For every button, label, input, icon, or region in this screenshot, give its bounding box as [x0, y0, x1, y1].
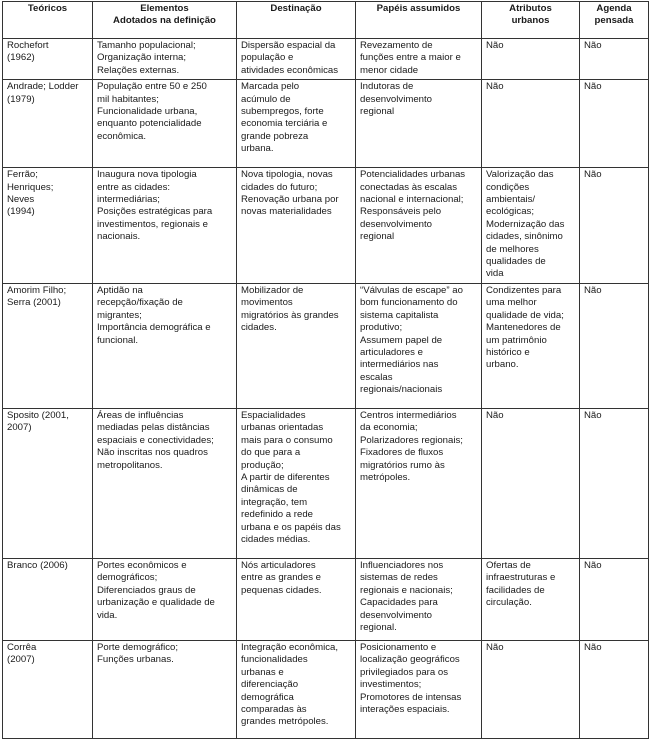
cell-line: migratórios rumo às	[360, 459, 445, 471]
header-agenda-line1: Agenda	[596, 3, 632, 14]
cell-agenda	[580, 558, 649, 640]
cell-line: menor cidade	[360, 64, 419, 76]
cell-line: Funcionalidade urbana,	[97, 106, 198, 118]
cell-line: Centros intermediários	[360, 409, 457, 421]
cell-line: atividades econômicas	[241, 64, 339, 76]
cell-line: Porte demográfico;	[97, 641, 179, 653]
cell-line: entre as grandes e	[241, 572, 322, 584]
cell-line: condições	[486, 181, 530, 193]
cell-line: escalas	[360, 371, 393, 383]
cell-atributos	[482, 39, 580, 80]
cell-line: diferenciação	[241, 679, 299, 691]
cell-line: recepção/fixação de	[97, 297, 183, 309]
header-elementos-line1: Elementos	[140, 3, 189, 14]
cell-line: Corrêa	[7, 641, 37, 653]
cell-line: Nós articuladores	[241, 559, 316, 571]
cell-line: urbano.	[486, 359, 519, 371]
table-row	[3, 80, 649, 168]
cell-line: Não	[486, 641, 504, 653]
header-atributos-line2: urbanos	[511, 15, 550, 27]
cell-papeis	[356, 640, 482, 738]
cell-line: urbanização e qualidade de	[97, 597, 215, 609]
cell-line: urbana.	[241, 143, 274, 155]
table-row	[3, 283, 649, 408]
cell-line: uma melhor	[486, 297, 537, 309]
cell-line: comparadas às	[241, 703, 307, 715]
cell-line: Relações externas.	[97, 64, 180, 76]
cell-line: população e	[241, 52, 294, 64]
cell-line: novas materialidades	[241, 206, 332, 218]
cell-elementos	[93, 283, 237, 408]
cell-line: Promotores de intensas	[360, 691, 462, 703]
cell-teoricos	[3, 640, 93, 738]
cell-line: subempregos, forte	[241, 106, 324, 118]
table-row	[3, 408, 649, 558]
cell-line: Marcada pelo	[241, 81, 300, 93]
table-row	[3, 640, 649, 738]
cell-line: A partir de diferentes	[241, 471, 330, 483]
cell-line: (1962)	[7, 52, 35, 64]
cell-line: de melhores	[486, 243, 539, 255]
cell-line: intermediários nas	[360, 359, 439, 371]
cell-agenda	[580, 408, 649, 558]
cell-teoricos	[3, 558, 93, 640]
cell-line: Ofertas de	[486, 559, 531, 571]
cell-line: economia terciária e	[241, 118, 328, 130]
cell-line: Não	[486, 40, 504, 51]
cell-line: Modernização das	[486, 218, 565, 230]
cell-line: mediadas pelas distâncias	[97, 422, 210, 434]
cell-line: (1979)	[7, 93, 35, 105]
cell-line: vida	[486, 268, 504, 280]
cell-line: cidades, sinônimo	[486, 231, 563, 243]
header-row	[3, 2, 649, 39]
cell-atributos	[482, 80, 580, 168]
cell-line: Henriques;	[7, 181, 54, 193]
cell-line: nacional e internacional;	[360, 194, 464, 206]
cell-elementos	[93, 640, 237, 738]
cell-line: Tamanho populacional;	[97, 40, 196, 51]
cell-line: Andrade; Lodder	[7, 81, 79, 93]
cell-line: mais para o consumo	[241, 434, 333, 446]
table-body	[3, 39, 649, 739]
cell-line: migrantes;	[97, 309, 142, 321]
cell-line: grandes metrópoles.	[241, 716, 329, 728]
cell-line: urbanas e	[241, 666, 284, 678]
cell-line: Dispersão espacial da	[241, 40, 336, 51]
cell-line: Mobilizador de	[241, 284, 304, 296]
cell-line: urbana e os papéis das	[241, 521, 341, 533]
cell-line: facilidades de	[486, 584, 545, 596]
cell-line: redefinido a rede	[241, 509, 314, 521]
header-agenda-line2: pensada	[594, 15, 634, 27]
cell-line: Amorim Filho;	[7, 284, 67, 296]
cell-line: “Válvulas de escape” ao	[360, 284, 463, 296]
header-teoricos	[3, 2, 93, 39]
cell-line: cidades.	[241, 322, 277, 334]
header-agenda	[580, 2, 649, 39]
cell-teoricos	[3, 80, 93, 168]
cell-line: articuladores e	[360, 346, 423, 358]
cell-line: mil habitantes;	[97, 93, 159, 105]
cell-line: Ferrão;	[7, 169, 38, 181]
cell-destinacao	[237, 283, 356, 408]
header-teoricos-label: Teóricos	[27, 3, 68, 14]
cell-line: Renovação urbana por	[241, 194, 339, 206]
header-destinacao-label: Destinação	[270, 3, 322, 14]
cell-line: Branco (2006)	[7, 559, 68, 571]
cell-line: qualidade de vida;	[486, 309, 564, 321]
cell-line: intermediárias;	[97, 194, 160, 206]
cell-destinacao	[237, 168, 356, 284]
cell-elementos	[93, 80, 237, 168]
cell-line: desenvolvimento	[360, 93, 432, 105]
cell-destinacao	[237, 408, 356, 558]
cell-line: funções entre a maior e	[360, 52, 461, 64]
cell-text: Não	[584, 409, 602, 421]
cell-line: investimentos;	[360, 679, 422, 691]
cell-line: Capacidades para	[360, 597, 438, 609]
cell-line: Inaugura nova tipologia	[97, 169, 197, 181]
cell-line: regional	[360, 106, 395, 118]
cell-line: interações espaciais.	[360, 703, 450, 715]
cell-line: movimentos	[241, 297, 293, 309]
cell-atributos	[482, 408, 580, 558]
cell-line: Posições estratégicas para	[97, 206, 213, 218]
cell-line: Mantenedores de	[486, 322, 561, 334]
cell-line: Potencialidades urbanas	[360, 169, 466, 181]
cell-line: enquanto potencialidade	[97, 118, 202, 130]
cell-line: acúmulo de	[241, 93, 291, 105]
cell-line: (2007)	[7, 654, 35, 666]
cell-agenda	[580, 39, 649, 80]
cell-text: Não	[584, 40, 602, 51]
cell-line: demográfica	[241, 691, 294, 703]
cell-line: Fixadores de fluxos	[360, 447, 444, 459]
cell-line: Polarizadores regionais;	[360, 434, 463, 446]
cell-line: demográficos;	[97, 572, 158, 584]
cell-line: entre as cidades:	[97, 181, 171, 193]
cell-agenda	[580, 283, 649, 408]
cell-line: funcional.	[97, 334, 139, 346]
cell-atributos	[482, 168, 580, 284]
header-papeis	[356, 2, 482, 39]
cell-agenda	[580, 80, 649, 168]
cell-line: Diferenciados graus de	[97, 584, 196, 596]
cell-line: metrópoles.	[360, 471, 411, 483]
cell-line: pequenas cidades.	[241, 584, 322, 596]
cell-destinacao	[237, 80, 356, 168]
cell-text: Não	[584, 559, 602, 571]
cell-line: Áreas de influências	[97, 409, 184, 421]
cell-line: Aptidão na	[97, 284, 143, 296]
cell-line: Sposito (2001,	[7, 409, 69, 421]
cell-agenda	[580, 640, 649, 738]
cell-line: regionais e nacionais;	[360, 584, 453, 596]
cell-line: integração, tem	[241, 496, 308, 508]
cell-text: Não	[584, 284, 602, 296]
cell-line: regional.	[360, 621, 397, 633]
cell-destinacao	[237, 640, 356, 738]
cell-papeis	[356, 558, 482, 640]
header-atributos	[482, 2, 580, 39]
cell-line: cidades médias.	[241, 533, 311, 545]
cell-line: Portes econômicos e	[97, 559, 187, 571]
cell-line: 2007)	[7, 422, 32, 434]
cell-papeis	[356, 283, 482, 408]
cell-line: Espacialidades	[241, 409, 306, 421]
cell-line: da economia;	[360, 422, 418, 434]
cell-line: espaciais e conectividades;	[97, 434, 214, 446]
cell-line: Organização interna;	[97, 52, 187, 64]
cell-line: econômica.	[97, 130, 147, 142]
cell-line: migratórios às grandes	[241, 309, 339, 321]
cell-line: cidades do futuro;	[241, 181, 318, 193]
cell-line: histórico e	[486, 346, 530, 358]
cell-line: Não inscritas nos quadros	[97, 447, 208, 459]
cell-line: privilegiados para os	[360, 666, 448, 678]
cell-line: nacionais.	[97, 231, 141, 243]
cell-line: Serra (2001)	[7, 297, 61, 309]
cell-line: circulação.	[486, 597, 532, 609]
cell-atributos	[482, 558, 580, 640]
table-row	[3, 168, 649, 284]
cell-line: Rochefort	[7, 40, 49, 51]
cell-line: metropolitanos.	[97, 459, 163, 471]
header-elementos	[93, 2, 237, 39]
cell-line: Posicionamento e	[360, 641, 437, 653]
cell-line: grande pobreza	[241, 130, 309, 142]
cell-line: Revezamento de	[360, 40, 433, 51]
cell-line: Influenciadores nos	[360, 559, 444, 571]
cell-line: produção;	[241, 459, 284, 471]
cell-line: sistema capitalista	[360, 309, 439, 321]
cell-papeis	[356, 408, 482, 558]
cell-elementos	[93, 558, 237, 640]
cell-line: do que para a	[241, 447, 301, 459]
cell-line: Importância demográfica e	[97, 322, 211, 334]
cell-teoricos	[3, 283, 93, 408]
table-row	[3, 39, 649, 80]
cell-line: bom funcionamento do	[360, 297, 458, 309]
cell-line: ambientais/	[486, 194, 536, 206]
cell-line: qualidades de	[486, 256, 546, 268]
cell-line: Não	[486, 81, 504, 93]
cell-line: regionais/nacionais	[360, 384, 443, 396]
cell-line: Funções urbanas.	[97, 654, 174, 666]
cell-line: dinâmicas de	[241, 484, 298, 496]
cell-line: População entre 50 e 250	[97, 81, 207, 93]
cell-line: vida.	[97, 609, 118, 621]
cell-elementos	[93, 168, 237, 284]
cell-line: Neves	[7, 194, 35, 206]
cell-line: ecológicas;	[486, 206, 534, 218]
header-atributos-line1: Atributos	[509, 3, 552, 14]
cell-destinacao	[237, 39, 356, 80]
cell-line: desenvolvimento	[360, 609, 432, 621]
cell-line: desenvolvimento	[360, 218, 432, 230]
cell-line: regional	[360, 231, 395, 243]
table-row	[3, 558, 649, 640]
header-destinacao	[237, 2, 356, 39]
cell-line: um patrimônio	[486, 334, 547, 346]
cell-papeis	[356, 80, 482, 168]
cell-line: urbanas orientadas	[241, 422, 324, 434]
cell-atributos	[482, 283, 580, 408]
cell-line: Responsáveis pelo	[360, 206, 442, 218]
cell-line: infraestruturas e	[486, 572, 556, 584]
cell-papeis	[356, 168, 482, 284]
theorists-table	[2, 1, 649, 739]
cell-line: (1994)	[7, 206, 35, 218]
cell-teoricos	[3, 408, 93, 558]
cell-atributos	[482, 640, 580, 738]
cell-teoricos	[3, 39, 93, 80]
cell-line: investimentos, regionais e	[97, 218, 208, 230]
cell-text: Não	[584, 81, 602, 93]
cell-line: Não	[486, 409, 504, 421]
cell-teoricos	[3, 168, 93, 284]
cell-line: funcionalidades	[241, 654, 308, 666]
cell-line: Condizentes para	[486, 284, 562, 296]
cell-papeis	[356, 39, 482, 80]
cell-line: Valorização das	[486, 169, 554, 181]
cell-line: sistemas de redes	[360, 572, 438, 584]
cell-line: produtivo;	[360, 322, 403, 334]
header-elementos-line2: Adotados na definição	[113, 15, 216, 27]
cell-line: conectadas às escalas	[360, 181, 458, 193]
cell-line: Indutoras de	[360, 81, 414, 93]
cell-text: Não	[584, 169, 602, 181]
cell-line: Integração econômica,	[241, 641, 339, 653]
cell-line: localização geográficos	[360, 654, 460, 666]
header-papeis-label: Papéis assumidos	[376, 3, 461, 14]
cell-elementos	[93, 39, 237, 80]
cell-agenda	[580, 168, 649, 284]
cell-elementos	[93, 408, 237, 558]
cell-line: Assumem papel de	[360, 334, 443, 346]
cell-line: Nova tipologia, novas	[241, 169, 333, 181]
cell-text: Não	[584, 641, 602, 653]
cell-destinacao	[237, 558, 356, 640]
